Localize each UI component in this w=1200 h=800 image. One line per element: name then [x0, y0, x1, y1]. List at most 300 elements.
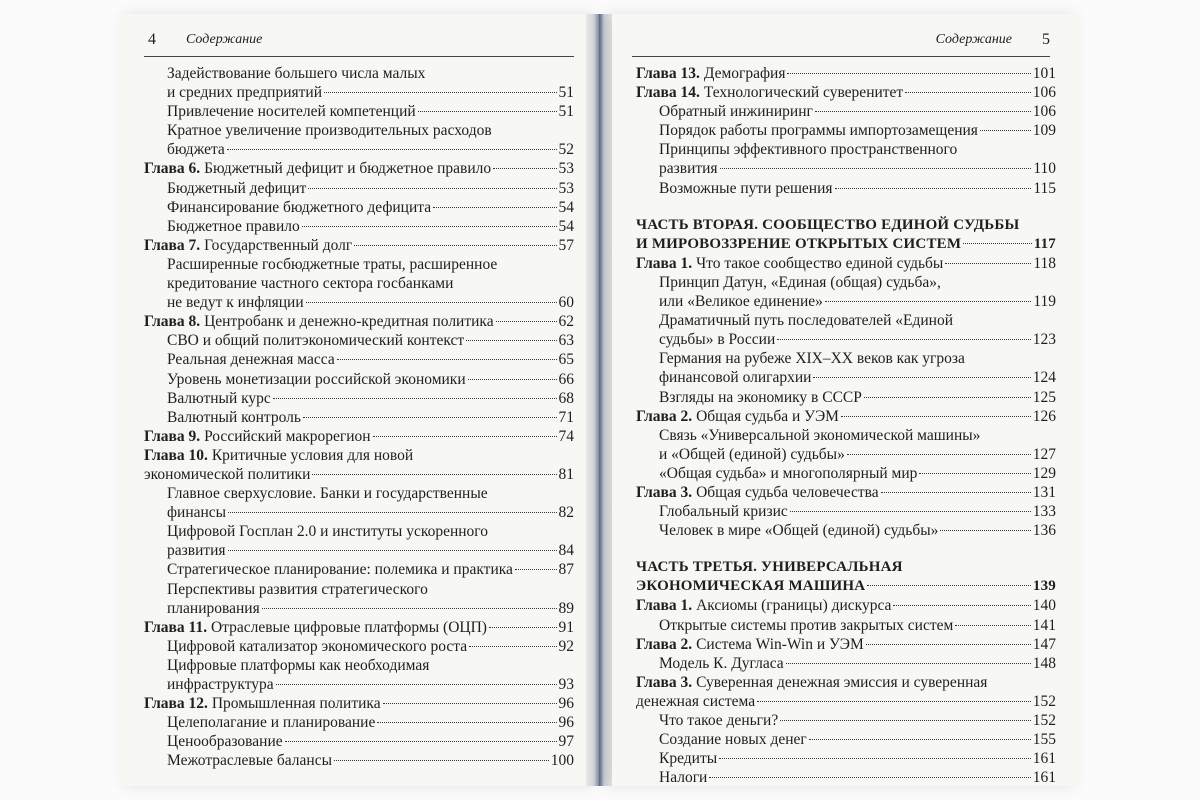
chapter-prefix: Глава 11.	[144, 618, 208, 636]
toc-chapter-entry[interactable]	[144, 312, 574, 331]
dot-leader	[337, 358, 557, 360]
toc-page-number: 106	[1032, 103, 1056, 121]
toc-entry-line	[144, 465, 574, 484]
toc-entry-line	[167, 408, 574, 427]
toc-entry-text: Главное сверхусловие. Банки и государственные	[167, 485, 488, 503]
toc-entry-line	[636, 596, 1056, 615]
dot-leader	[228, 511, 556, 513]
toc-page-number: 51	[558, 84, 574, 102]
toc-entry-text: или «Великое единение»	[659, 293, 823, 311]
toc-entry-text: Отраслевые цифровые платформы (ОЦП)	[210, 618, 487, 636]
dot-leader	[383, 702, 557, 704]
running-head	[148, 32, 566, 54]
toc-page-number: 96	[558, 695, 574, 713]
toc-section-entry[interactable]	[144, 732, 574, 751]
toc-page-number: 147	[1032, 635, 1056, 653]
toc-entry-text: Общая судьба и УЭМ	[696, 407, 839, 425]
dot-leader	[809, 738, 1031, 740]
toc-part-heading[interactable]	[636, 216, 1056, 254]
chapter-prefix: Глава 14.	[636, 84, 700, 102]
toc-entry-line	[636, 407, 1056, 426]
toc-entry-line	[167, 370, 574, 389]
toc-page-number: 52	[558, 141, 574, 159]
chapter-prefix: Глава 3.	[636, 673, 693, 691]
toc-entry-line	[636, 483, 1056, 502]
toc-entry-line	[659, 292, 1056, 311]
toc-entry-text: и «Общей (единой) судьбы»	[659, 445, 845, 463]
toc-entry-line	[659, 426, 1056, 445]
toc-page-number: 68	[558, 389, 574, 407]
dot-leader	[919, 472, 1030, 474]
toc-entry-line	[167, 83, 574, 102]
toc-entry-line	[659, 349, 1056, 368]
toc-page-number: 57	[558, 236, 574, 254]
toc-entry-line	[167, 389, 574, 408]
toc-entry-text: Задействование большего числа малых	[167, 65, 426, 82]
toc-page-number: 110	[1033, 160, 1056, 178]
part-spacer	[636, 540, 1056, 558]
toc-entry-line	[659, 102, 1056, 121]
toc-entry-line	[144, 236, 574, 255]
toc-entry-text: Стратегическое планирование: полемика и практика	[167, 561, 513, 579]
chapter-prefix: Глава 3.	[636, 483, 693, 501]
toc-section-entry[interactable]	[144, 484, 574, 522]
dot-leader	[515, 568, 557, 570]
chapter-prefix: Глава 13.	[636, 65, 700, 82]
dot-leader	[306, 301, 557, 303]
toc-entry-text: Цифровые платформы как необходимая	[167, 656, 430, 674]
toc-page-number: 82	[558, 504, 574, 522]
toc-chapter-entry[interactable]	[144, 159, 574, 178]
toc-entry-text: Связь «Универсальной экономической машины»	[659, 426, 981, 444]
toc-entry-text: ЧАСТЬ ТРЕТЬЯ. УНИВЕРСАЛЬНАЯ	[636, 559, 903, 576]
toc-section-entry[interactable]	[144, 560, 574, 579]
toc-chapter-entry[interactable]	[636, 254, 1056, 273]
dot-leader	[867, 584, 1031, 586]
toc-page-number: 141	[1032, 616, 1056, 634]
dot-leader	[893, 604, 1030, 606]
toc-page-number: 96	[558, 714, 574, 732]
dot-leader	[881, 491, 1031, 493]
toc-chapter-entry[interactable]	[144, 618, 574, 637]
toc-entry-text: «Общая судьба» и многополярный мир	[659, 464, 918, 482]
toc-page-number: 123	[1032, 331, 1056, 349]
toc-page-number: 74	[558, 427, 574, 445]
toc-entry-text: Модель К. Дугласа	[659, 654, 784, 672]
toc-entry-line	[167, 484, 574, 503]
toc-section-entry[interactable]	[144, 389, 574, 408]
toc-entry-line	[636, 64, 1056, 83]
toc-entry-line	[659, 121, 1056, 140]
toc-page-number: 101	[1032, 65, 1056, 82]
toc-section-entry[interactable]	[636, 464, 1056, 483]
toc-page-number: 65	[558, 351, 574, 369]
toc-chapter-entry[interactable]	[636, 407, 1056, 426]
toc-chapter-entry[interactable]	[636, 635, 1056, 654]
toc-chapter-entry[interactable]	[636, 483, 1056, 502]
toc-page-number: 136	[1032, 522, 1056, 540]
toc-entry-line	[659, 654, 1056, 673]
toc-entry-text: И МИРОВОЗЗРЕНИЕ ОТКРЫТЫХ СИСТЕМ	[636, 235, 962, 252]
toc-entry-line	[167, 198, 574, 217]
toc-entry-line	[659, 502, 1056, 521]
toc-section-entry[interactable]	[636, 121, 1056, 140]
toc-entry-line	[659, 388, 1056, 407]
toc-entry-line	[167, 522, 574, 541]
toc-entry-line	[167, 217, 574, 236]
chapter-prefix: Глава 8.	[144, 313, 201, 331]
dot-leader	[709, 776, 1030, 778]
toc-page-number: 124	[1032, 369, 1056, 387]
toc-page-number: 127	[1032, 445, 1056, 463]
toc-chapter-entry[interactable]	[144, 236, 574, 255]
dot-leader	[433, 206, 556, 208]
toc-entry-line	[659, 768, 1056, 787]
dot-leader	[813, 376, 1030, 378]
toc-section-entry[interactable]	[144, 331, 574, 350]
toc-entry-line	[659, 368, 1056, 387]
toc-page-number: 63	[558, 332, 574, 350]
toc-page-number: 119	[1033, 293, 1056, 311]
toc-entry-line	[659, 711, 1056, 730]
toc-entry-text: Перспективы развития стратегического	[167, 580, 428, 598]
dot-leader	[312, 473, 556, 475]
toc-page-number: 155	[1032, 731, 1056, 749]
toc-entry-line	[659, 616, 1056, 635]
dot-leader	[757, 700, 1031, 702]
toc-entry-text: Целеполагание и планирование	[167, 714, 376, 732]
toc-entry-text: Кредиты	[659, 750, 718, 768]
toc-section-entry[interactable]	[144, 522, 574, 560]
chapter-prefix: Глава 6.	[144, 160, 201, 178]
toc-section-entry[interactable]	[636, 426, 1056, 464]
toc-section-entry[interactable]	[144, 637, 574, 656]
toc-entry-line	[144, 159, 574, 178]
toc-section-entry[interactable]	[144, 350, 574, 369]
toc-section-entry[interactable]	[144, 408, 574, 427]
dot-leader	[780, 719, 1031, 721]
toc-entry-text: бюджета	[167, 141, 225, 159]
toc-entry-text: финансовой олигархии	[659, 369, 812, 387]
toc-entry-text: Человек в мире «Общей (единой) судьбы»	[659, 522, 939, 540]
toc-page-number: 117	[1033, 235, 1056, 252]
toc-entry-text: Российский макрорегион	[204, 427, 371, 445]
toc-chapter-entry[interactable]	[636, 596, 1056, 615]
dot-leader	[945, 262, 1031, 264]
toc-entry-text: развития	[659, 160, 718, 178]
chapter-prefix: Глава 12.	[144, 695, 208, 713]
dot-leader	[228, 549, 557, 551]
toc-entry-line	[167, 255, 574, 274]
toc-entry-line	[144, 427, 574, 446]
header-rule	[144, 56, 574, 57]
toc-entry-text: кредитование частного сектора госбанками	[167, 275, 454, 293]
toc-section-entry[interactable]	[636, 749, 1056, 768]
toc-entry-text: инфраструктура	[167, 676, 274, 693]
toc-entry-line	[636, 635, 1056, 654]
toc-entry-line	[167, 350, 574, 369]
toc-entry-line	[167, 560, 574, 579]
toc-page-number: 129	[1032, 464, 1056, 482]
toc-page-number: 125	[1032, 388, 1056, 406]
toc-page-number: 89	[558, 599, 574, 617]
toc-entry-line	[167, 675, 574, 694]
toc-page-number: 115	[1033, 179, 1056, 197]
toc-entry-line	[659, 521, 1056, 540]
page-number: 4	[148, 31, 156, 48]
toc-entry-line	[167, 503, 574, 522]
toc-entry-text: Межотраслевые балансы	[167, 752, 333, 770]
toc-section-entry[interactable]	[636, 616, 1056, 635]
toc-section-entry[interactable]	[144, 580, 574, 618]
toc-entry-line	[167, 274, 574, 293]
toc-entry-text: Расширенные госбюджетные траты, расширенное	[167, 255, 498, 273]
toc-entry-line	[167, 179, 574, 198]
dot-leader	[963, 242, 1032, 244]
toc-chapter-entry[interactable]	[144, 694, 574, 713]
toc-section-entry[interactable]	[636, 654, 1056, 673]
toc-entry-line	[167, 713, 574, 732]
chapter-prefix: Глава 10.	[144, 446, 208, 464]
toc-page-number: 140	[1032, 597, 1056, 615]
dot-leader	[466, 339, 556, 341]
toc-entry-text: Финансирование бюджетного дефицита	[167, 198, 432, 216]
toc-section-entry[interactable]	[144, 751, 574, 770]
toc-page-number: 60	[558, 294, 574, 312]
running-head-title: Содержание	[935, 32, 1012, 47]
dot-leader	[787, 72, 1030, 74]
dot-leader	[496, 320, 557, 322]
toc-entry-text: ЧАСТЬ ВТОРАЯ. СООБЩЕСТВО ЕДИНОЙ СУДЬБЫ	[636, 216, 1020, 233]
toc-page-number: 161	[1032, 750, 1056, 768]
toc-section-entry[interactable]	[144, 217, 574, 236]
toc-entry-line	[167, 656, 574, 675]
toc-section-entry[interactable]	[636, 140, 1056, 178]
toc-entry-text: Государственный долг	[204, 236, 353, 254]
toc-entry-line	[636, 558, 1056, 577]
toc-section-entry[interactable]	[636, 711, 1056, 730]
dot-leader	[227, 148, 557, 150]
toc-section-entry[interactable]	[144, 255, 574, 312]
dot-leader	[825, 300, 1031, 302]
toc-page-number: 84	[558, 542, 574, 560]
toc-entry-text: Ценообразование	[167, 733, 283, 751]
toc-section-entry[interactable]	[636, 502, 1056, 521]
toc-entry-text: Взгляды на экономику в СССР	[659, 388, 862, 406]
toc-section-entry[interactable]	[636, 102, 1056, 121]
toc-entry-text: Обратный инжиниринг	[659, 103, 813, 121]
chapter-prefix: Глава 1.	[636, 597, 693, 615]
toc-page-number: 97	[558, 733, 574, 751]
toc-entry-text: Демография	[703, 65, 786, 82]
toc-entry-text: не ведут к инфляции	[167, 294, 304, 312]
toc-entry-text: и средних предприятий	[167, 84, 323, 102]
toc-page-number: 51	[558, 103, 574, 121]
toc-section-entry[interactable]	[636, 349, 1056, 387]
toc-entry-line	[636, 692, 1056, 711]
dot-leader	[354, 244, 556, 246]
toc-entry-line	[167, 293, 574, 312]
toc-section-entry[interactable]	[144, 121, 574, 159]
dot-leader	[373, 435, 557, 437]
toc-entry-text: Аксиомы (границы) дискурса	[696, 597, 892, 615]
dot-leader	[302, 225, 557, 227]
toc-section-entry[interactable]	[144, 102, 574, 121]
chapter-prefix: Глава 2.	[636, 635, 693, 653]
toc-entry-text: Реальная денежная масса	[167, 351, 335, 369]
dot-leader	[940, 529, 1030, 531]
toc-page-number: 148	[1032, 654, 1056, 672]
toc-page-number: 92	[558, 637, 574, 655]
dot-leader	[469, 645, 556, 647]
toc-page-number: 53	[558, 179, 574, 197]
dot-leader	[493, 167, 556, 169]
toc-entry-text: СВО и общий политэкономический контекст	[167, 332, 465, 350]
toc-part-heading[interactable]	[636, 558, 1056, 596]
toc-section-entry[interactable]	[636, 521, 1056, 540]
dot-leader	[285, 740, 557, 742]
toc-entry-text: Налоги	[659, 769, 708, 787]
toc-entry-text: Глобальный кризис	[659, 503, 788, 521]
toc-entry-text: Бюджетный дефицит и бюджетное правило	[204, 160, 492, 178]
dot-leader	[835, 187, 1032, 189]
toc-entry-text: судьбы» в России	[659, 331, 776, 349]
toc-entry-line	[167, 64, 574, 83]
toc-entry-text: Технологический суверенитет	[703, 84, 904, 102]
dot-leader	[980, 129, 1031, 131]
toc-entry-line	[659, 730, 1056, 749]
dot-leader	[276, 683, 557, 685]
toc-section-entry[interactable]	[144, 370, 574, 389]
toc-entry-text: развития	[167, 542, 226, 560]
toc-chapter-entry[interactable]	[144, 446, 574, 484]
toc-page-number: 91	[558, 618, 574, 636]
toc-entry-text: Уровень монетизации российской экономики	[167, 370, 466, 388]
page-number: 5	[1042, 31, 1050, 48]
toc-entry-line	[659, 273, 1056, 292]
toc-entry-line	[167, 580, 574, 599]
dot-leader	[905, 91, 1031, 93]
toc-section-entry[interactable]	[636, 179, 1056, 198]
toc-entry-line	[167, 331, 574, 350]
toc-section-entry[interactable]	[636, 311, 1056, 349]
toc-entry-text: Цифровой катализатор экономического роста	[167, 637, 468, 655]
toc-page-number: 54	[558, 198, 574, 216]
toc-entry-line	[659, 749, 1056, 768]
toc-entry-line	[636, 577, 1056, 596]
dot-leader	[719, 757, 1031, 759]
toc-entry-line	[167, 599, 574, 618]
toc-section-entry[interactable]	[636, 768, 1056, 787]
left-page	[118, 14, 586, 786]
toc-entry-line	[144, 618, 574, 637]
toc-entry-text: Создание новых денег	[659, 731, 807, 749]
toc-entry-line	[636, 83, 1056, 102]
toc-entry-text: Возможные пути решения	[659, 179, 833, 197]
toc-entry-text: Бюджетное правило	[167, 217, 300, 235]
toc-list	[144, 64, 574, 770]
dot-leader	[720, 167, 1032, 169]
toc-page-number: 66	[558, 370, 574, 388]
dot-leader	[308, 187, 556, 189]
dot-leader	[468, 378, 557, 380]
chapter-prefix: Глава 1.	[636, 254, 693, 272]
dot-leader	[377, 721, 556, 723]
chapter-prefix: Глава 9.	[144, 427, 201, 445]
toc-entry-text: Что такое сообщество единой судьбы	[696, 254, 944, 272]
toc-chapter-entry[interactable]	[636, 64, 1056, 83]
toc-entry-line	[659, 179, 1056, 198]
toc-entry-line	[144, 312, 574, 331]
toc-entry-line	[167, 541, 574, 560]
toc-entry-line	[636, 254, 1056, 273]
dot-leader	[777, 338, 1031, 340]
toc-page-number: 161	[1032, 769, 1056, 787]
toc-section-entry[interactable]	[144, 179, 574, 198]
toc-chapter-entry[interactable]	[636, 83, 1056, 102]
dot-leader	[815, 110, 1031, 112]
toc-section-entry[interactable]	[144, 64, 574, 102]
toc-section-entry[interactable]	[144, 713, 574, 732]
part-spacer	[636, 198, 1056, 216]
toc-page-number: 131	[1032, 483, 1056, 501]
right-page	[612, 14, 1080, 786]
toc-entry-text: ЭКОНОМИЧЕСКАЯ МАШИНА	[636, 578, 866, 595]
toc-section-entry[interactable]	[144, 656, 574, 694]
toc-entry-text: Кратное увеличение производительных расходов	[167, 122, 492, 140]
toc-entry-line	[167, 732, 574, 751]
toc-chapter-entry[interactable]	[144, 427, 574, 446]
toc-entry-text: финансы	[167, 504, 227, 522]
dot-leader	[847, 453, 1031, 455]
toc-page-number: 109	[1032, 122, 1056, 140]
header-rule	[632, 56, 1050, 57]
toc-entry-line	[636, 235, 1056, 254]
toc-entry-line	[659, 140, 1056, 159]
toc-entry-text: Валютный контроль	[167, 408, 301, 426]
toc-section-entry[interactable]	[636, 388, 1056, 407]
dot-leader	[955, 624, 1030, 626]
dot-leader	[790, 510, 1031, 512]
toc-page-number: 71	[558, 408, 574, 426]
toc-entry-text: Бюджетный дефицит	[167, 179, 307, 197]
toc-entry-text: экономической политики	[144, 465, 311, 483]
toc-entry-text: Что такое деньги?	[659, 712, 779, 729]
toc-page-number: 118	[1033, 254, 1056, 272]
toc-entry-text: Порядок работы программы импортозамещения	[659, 122, 978, 140]
running-head-title: Содержание	[186, 32, 263, 47]
chapter-prefix: Глава 2.	[636, 407, 693, 425]
dot-leader	[841, 415, 1031, 417]
toc-entry-text: Привлечение носителей компетенций	[167, 103, 416, 121]
toc-page-number: 152	[1032, 692, 1056, 710]
toc-page-number: 54	[558, 217, 574, 235]
running-head	[632, 32, 1050, 54]
toc-entry-text: Суверенная денежная эмиссия и суверенная	[696, 673, 988, 691]
toc-section-entry[interactable]	[636, 273, 1056, 311]
dot-leader	[786, 662, 1031, 664]
toc-entry-text: Драматичный путь последователей «Единой	[659, 312, 954, 330]
toc-entry-line	[659, 330, 1056, 349]
toc-section-entry[interactable]	[636, 730, 1056, 749]
toc-entry-text: Общая судьба человечества	[696, 483, 879, 501]
toc-page-number: 106	[1032, 84, 1056, 102]
toc-entry-text: планирования	[167, 599, 260, 617]
toc-chapter-entry[interactable]	[636, 673, 1056, 711]
toc-section-entry[interactable]	[144, 198, 574, 217]
toc-entry-line	[659, 159, 1056, 178]
toc-entry-line	[167, 140, 574, 159]
